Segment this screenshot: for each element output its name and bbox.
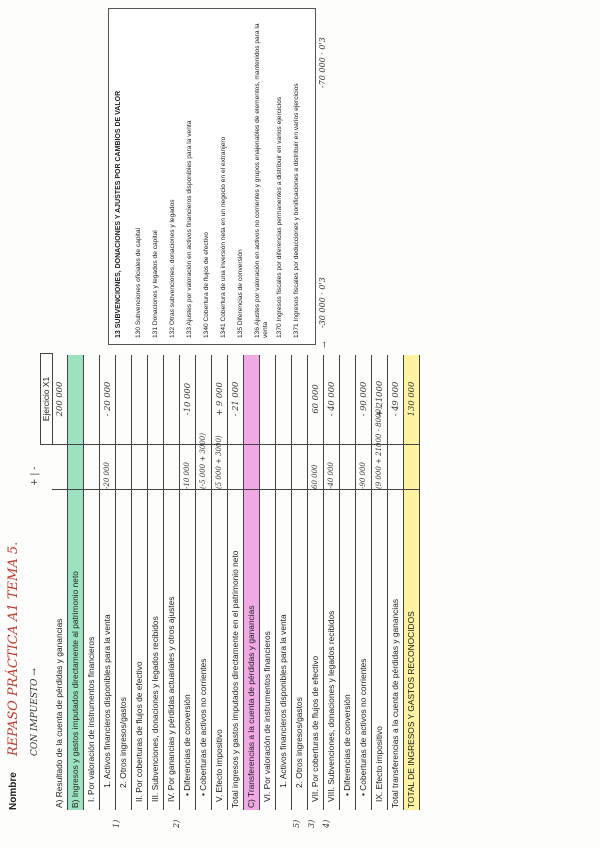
- row-value: -10 000: [180, 354, 195, 445]
- row-note: [228, 444, 243, 490]
- table-row: [132, 355, 148, 810]
- row-value: + 9 000: [212, 354, 227, 445]
- account-code-line: 135 Diferencias de conversión: [237, 249, 244, 338]
- statement-table: [52, 355, 420, 810]
- row-note: [84, 444, 99, 490]
- account-code-line: 1370 Ingresos fiscales por diferencias permanentes a distribuir en varios ejercicios: [276, 96, 283, 338]
- row-label: C) Transferencias a la cuenta de pérdidas y ganancias: [246, 605, 256, 808]
- table-row: [292, 355, 308, 810]
- row-value: [164, 354, 179, 445]
- row-label: 2. Otros ingresos/gastos: [294, 697, 304, 788]
- nombre-label: Nombre: [8, 772, 19, 810]
- row-label: I. Por valoración de instrumentos financieros: [86, 636, 96, 802]
- row-label: V. Efecto impositivo: [214, 729, 224, 802]
- table-row: [244, 355, 260, 810]
- account-code-line: 136 Ajustes por valoración en activos no corrientes y grupos enajenables de elementos, mantenidos para la venta: [254, 23, 269, 338]
- row-value: 60 000: [308, 354, 323, 445]
- row-note: -20 000: [100, 444, 115, 490]
- account-code-line: 1340 Cobertura de flujos de efectivo: [203, 232, 210, 338]
- table-row: [404, 355, 420, 810]
- row-note: [164, 444, 179, 490]
- row-label: IV. Por ganancias y pérdidas actuariales y otros ajustes: [166, 596, 176, 802]
- row-label: • Diferencias de conversión: [182, 694, 192, 796]
- account-code-line: 13 SUBVENCIONES, DONACIONES Y AJUSTES POR CAMBIOS DE VALOR: [115, 90, 122, 338]
- table-row: [388, 355, 404, 810]
- table-row: [308, 355, 324, 810]
- row-note: [52, 444, 67, 490]
- row-value: - 49 000: [388, 354, 403, 445]
- row-value: [116, 354, 131, 445]
- table-row: [372, 355, 388, 810]
- sign-marker: + | -: [30, 466, 40, 486]
- row-label: • Diferencias de conversión: [342, 694, 352, 796]
- row-value: - 20 000: [100, 354, 115, 445]
- row-note: (-5 000 + 3000): [196, 444, 211, 490]
- account-code-line: 130 Subvenciones oficiales de capital: [135, 228, 142, 338]
- row-note: [260, 444, 275, 490]
- row-label: Total transferencias a la cuenta de pérdidas y ganancias: [390, 598, 400, 808]
- table-row: [356, 355, 372, 810]
- side-note: -70 000 · 0'3: [318, 37, 327, 88]
- con-impuesto-note: CON IMPUESTO →: [30, 668, 40, 756]
- account-code-line: 133 Ajustes por valoración en activos financieros disponibles para la venta: [186, 120, 193, 338]
- table-row: [68, 355, 84, 810]
- table-row: [276, 355, 292, 810]
- table-row: [52, 355, 68, 810]
- row-note: [148, 444, 163, 490]
- account-codes-box: [108, 8, 316, 345]
- row-value: - 90 000: [356, 354, 371, 445]
- row-label: Total ingresos y gastos imputados directamente en el patrimonio neto: [230, 550, 240, 808]
- table-row: [324, 355, 340, 810]
- row-label: IX. Efecto impositivo: [374, 726, 384, 802]
- row-value: [196, 354, 211, 445]
- row-note: [68, 444, 83, 490]
- table-row: [84, 355, 100, 810]
- row-value: - 40 000: [324, 354, 339, 445]
- table-row: [260, 355, 276, 810]
- row-value: [276, 354, 291, 445]
- row-label: VIII. Subvenciones, donaciones y legados recibidos: [326, 610, 336, 802]
- table-row: [100, 355, 116, 810]
- row-value: [260, 354, 275, 445]
- table-row: [148, 355, 164, 810]
- document-title: REPASO PRÁCTICA A1 TEMA 5.: [6, 541, 21, 756]
- row-label: B) Ingresos y gastos imputados directamente al patrimonio neto: [70, 571, 80, 808]
- row-note: -40 000: [324, 444, 339, 490]
- table-row: [116, 355, 132, 810]
- row-note: [116, 444, 131, 490]
- row-note: 60 000: [308, 444, 323, 490]
- account-code-line: 1341 Cobertura de una inversión neta en un negocio en el extranjero: [220, 136, 227, 338]
- account-code-line: 131 Donaciones y legados de capital: [152, 230, 159, 338]
- row-value: - 21 000: [228, 354, 243, 445]
- row-value: [148, 354, 163, 445]
- row-note: -90 000: [356, 444, 371, 490]
- row-value: [132, 354, 147, 445]
- row-note: [404, 444, 419, 490]
- table-row: [180, 355, 196, 810]
- account-code-line: 1371 Ingresos fiscales por deducciones y bonificaciones a distribuir en varios ejercicios: [293, 83, 300, 338]
- margin-mark: 5): [292, 819, 301, 828]
- table-row: [340, 355, 356, 810]
- margin-mark: 4): [322, 819, 331, 828]
- side-note: -30 000 · 0'3: [318, 277, 327, 328]
- margin-mark: 1): [112, 819, 121, 828]
- row-note: (9 000 + 21000 - 8000): [372, 444, 387, 490]
- row-value: [68, 354, 83, 445]
- row-value: [244, 354, 259, 445]
- row-label: VII. Por coberturas de flujos de efectivo: [310, 655, 320, 802]
- row-value: + 21000: [372, 354, 387, 445]
- row-value: [340, 354, 355, 445]
- row-note: [132, 444, 147, 490]
- row-note: [388, 444, 403, 490]
- column-header: Ejercicio X1: [40, 353, 53, 445]
- table-row: [164, 355, 180, 810]
- row-note: [292, 444, 307, 490]
- margin-mark: 3): [307, 819, 316, 828]
- table-row: [228, 355, 244, 810]
- table-row: [212, 355, 228, 810]
- table-row: [196, 355, 212, 810]
- row-label: 2. Otros ingresos/gastos: [118, 697, 128, 788]
- row-value: 130 000: [404, 354, 419, 445]
- row-label: 1. Activos financieros disponibles para la venta: [102, 614, 112, 788]
- row-note: -10 000: [180, 444, 195, 490]
- row-note: [340, 444, 355, 490]
- row-value: [84, 354, 99, 445]
- row-label: III. Subvenciones, donaciones y legados recibidos: [150, 616, 160, 802]
- margin-mark: 2): [172, 819, 181, 828]
- arrow-note: →: [320, 341, 329, 348]
- row-note: [276, 444, 291, 490]
- row-value: [292, 354, 307, 445]
- account-code-line: 132 Otras subvenciones, donaciones y legados: [169, 199, 176, 338]
- row-label: • Coberturas de activos no corrientes: [198, 658, 208, 796]
- row-label: TOTAL DE INGRESOS Y GASTOS RECONOCIDOS: [406, 611, 416, 808]
- row-value: 200 000: [52, 354, 67, 445]
- row-note: (5 000 + 3000): [212, 444, 227, 490]
- row-label: A) Resultado de la cuenta de pérdidas y ganancias: [54, 618, 64, 808]
- row-label: II. Por coberturas de flujos de efectivo: [134, 661, 144, 802]
- row-label: 1. Activos financieros disponibles para la venta: [278, 614, 288, 788]
- row-note: [244, 444, 259, 490]
- row-label: VI. Por valoración de instrumentos financieros: [262, 631, 272, 802]
- row-label: • Coberturas de activos no corrientes: [358, 658, 368, 796]
